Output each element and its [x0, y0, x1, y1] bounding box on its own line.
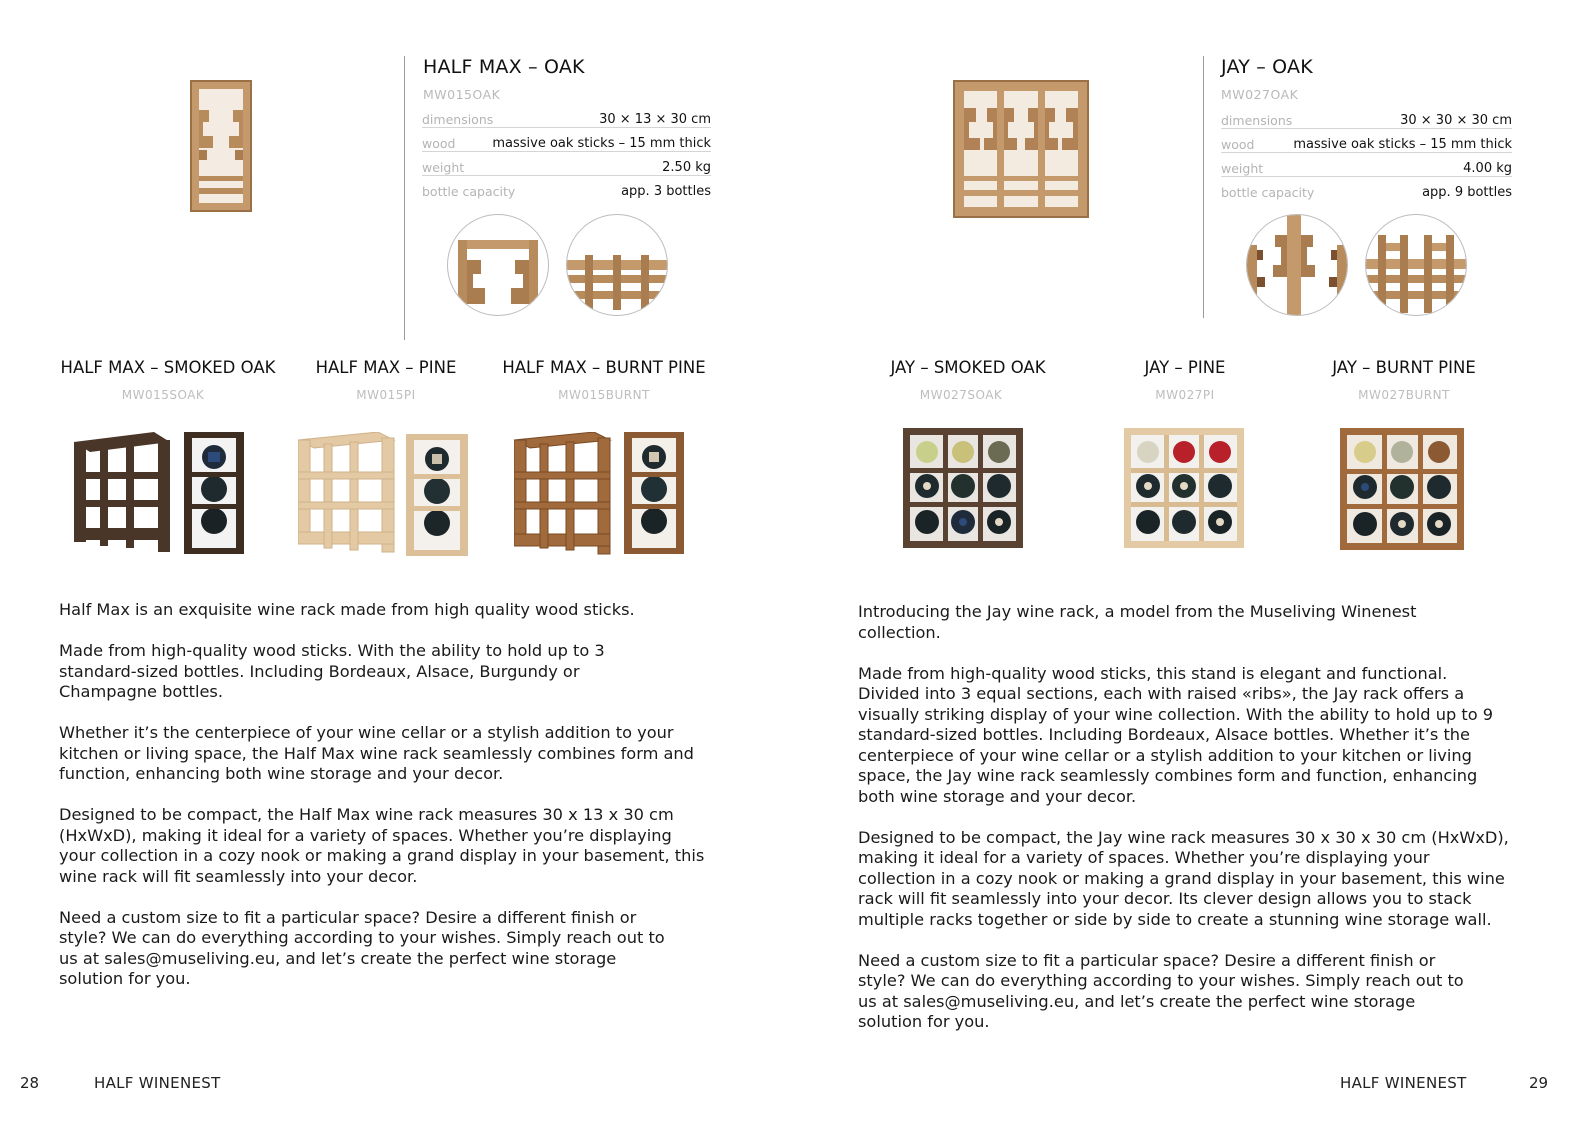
page-number: 29 — [1529, 1074, 1549, 1092]
product-title: HALF MAX – OAK — [423, 56, 585, 78]
spec-row — [1221, 105, 1512, 129]
variant-title: HALF MAX – BURNT PINE — [502, 358, 706, 377]
description-paragraph: Half Max is an exquisite wine rack made from high quality wood sticks. — [59, 600, 635, 619]
spec-row — [1221, 177, 1512, 200]
jay-oak-image — [953, 80, 1089, 218]
description-paragraph: Designed to be compact, the Half Max wine rack measures 30 x 13 x 30 cm (HxWxD), making it ideal for a variety of spaces. Whether you’re displaying your collection in a cozy nook or making a grand display in your basement, this wine rack will fit seamlessly into your decor. — [59, 805, 705, 886]
half-max-smoked-oak-image — [74, 432, 246, 556]
spec-key: dimensions — [1221, 113, 1293, 128]
spec-key: bottle capacity — [1221, 185, 1315, 200]
spec-value: app. 3 bottles — [621, 184, 711, 199]
spec-value: app. 9 bottles — [1422, 185, 1512, 200]
divider-line — [1203, 56, 1204, 318]
spec-key: wood — [1221, 137, 1255, 152]
description-paragraph: Designed to be compact, the Jay wine rack measures 30 x 30 x 30 cm (HxWxD), making it ideal for a variety of spaces. Whether you’re displaying your collection in a cozy nook or making a grand display in your basement, this wine rack will fit seamlessly into your decor. Its clever design allows you to stack multiple racks together or side by side to create a stunning wine storage wall. — [858, 827, 1509, 929]
spec-row — [1221, 129, 1512, 153]
variant-title: HALF MAX – SMOKED OAK — [60, 358, 276, 377]
spec-value: 2.50 kg — [662, 160, 711, 175]
half-max-pine-image — [298, 432, 470, 558]
spec-value: 30 × 30 × 30 cm — [1400, 113, 1512, 128]
variant-sku: MW027SOAK — [919, 388, 1003, 402]
description-paragraph: Need a custom size to fit a particular space? Desire a different finish or style? We can do everything according to your wishes. Simply reach out to us at sales@museliving.eu, and let’s create the perfect wine storage solution for you. — [858, 950, 1464, 1031]
spec-key: weight — [1221, 161, 1264, 176]
variant-sku: MW027BURNT — [1358, 388, 1450, 402]
spec-row — [422, 104, 711, 128]
spec-table — [1221, 105, 1512, 200]
variant-title: JAY – SMOKED OAK — [890, 358, 1046, 377]
spec-value: 30 × 13 × 30 cm — [599, 112, 711, 127]
variant-sku: MW027PI — [1155, 388, 1215, 402]
detail-image-ribs — [1246, 214, 1348, 316]
description — [59, 600, 709, 1010]
spec-value: massive oak sticks – 15 mm thick — [492, 136, 711, 151]
spec-table — [422, 104, 711, 199]
section-label: HALF WINENEST — [94, 1074, 221, 1092]
description-paragraph: Whether it’s the centerpiece of your wine cellar or a stylish addition to your kitchen or living space, the Half Max wine rack seamlessly combines form and function, enhancing both wine storage and your decor. — [59, 723, 694, 783]
spec-row — [1221, 153, 1512, 177]
spec-row — [422, 128, 711, 152]
description-paragraph: Introducing the Jay wine rack, a model from the Museliving Winenest collection. — [858, 602, 1417, 642]
spec-value: 4.00 kg — [1463, 161, 1512, 176]
variant-sku: MW015BURNT — [558, 388, 650, 402]
jay-burnt-pine-image — [1340, 428, 1464, 550]
spec-row — [422, 152, 711, 176]
detail-image-grid — [1365, 214, 1467, 316]
description-paragraph: Made from high-quality wood sticks. With the ability to hold up to 3 standard-sized bottles. Including Bordeaux, Alsace, Burgundy or Champagne bottles. — [59, 641, 605, 701]
product-sku: MW027OAK — [1221, 87, 1299, 102]
half-max-burnt-pine-image — [514, 432, 686, 558]
spec-key: wood — [422, 136, 456, 151]
description-paragraph: Made from high-quality wood sticks, this stand is elegant and functional. Divided into 3 equal sections, each with raised «ribs», the Jay rack offers a visually striking display of your wine collection. With the ability to hold up to 9 standard-sized bottles. Including Bordeaux, Alsace bottles. Whether it’s the centerpiece of your wine cellar or a stylish addition to your kitchen or living space, the Jay wine rack seamlessly combines form and function, enhancing both wine storage and your decor. — [858, 663, 1494, 806]
description-paragraph: Need a custom size to fit a particular space? Desire a different finish or style? We can do everything according to your wishes. Simply reach out to us at sales@museliving.eu, and let’s create the perfect wine storage solution for you. — [59, 907, 665, 988]
jay-pine-image — [1124, 428, 1244, 548]
spec-key: bottle capacity — [422, 184, 516, 199]
detail-image-top — [566, 214, 668, 316]
variant-title: HALF MAX – PINE — [315, 358, 457, 377]
variant-title: JAY – BURNT PINE — [1332, 358, 1476, 377]
spec-key: dimensions — [422, 112, 494, 127]
variant-sku: MW015SOAK — [121, 388, 205, 402]
jay-smoked-oak-image — [903, 428, 1023, 548]
variant-sku: MW015PI — [356, 388, 416, 402]
spec-key: weight — [422, 160, 465, 175]
page-number: 28 — [20, 1074, 40, 1092]
spec-value: massive oak sticks – 15 mm thick — [1293, 137, 1512, 152]
section-label: HALF WINENEST — [1340, 1074, 1467, 1092]
description — [858, 602, 1510, 1053]
variant-title: JAY – PINE — [1144, 358, 1226, 377]
detail-image-front — [447, 214, 549, 316]
half-max-oak-image — [190, 80, 252, 212]
product-title: JAY – OAK — [1221, 56, 1313, 78]
product-sku: MW015OAK — [423, 87, 501, 102]
spec-row — [422, 176, 711, 199]
divider-line — [404, 56, 405, 340]
